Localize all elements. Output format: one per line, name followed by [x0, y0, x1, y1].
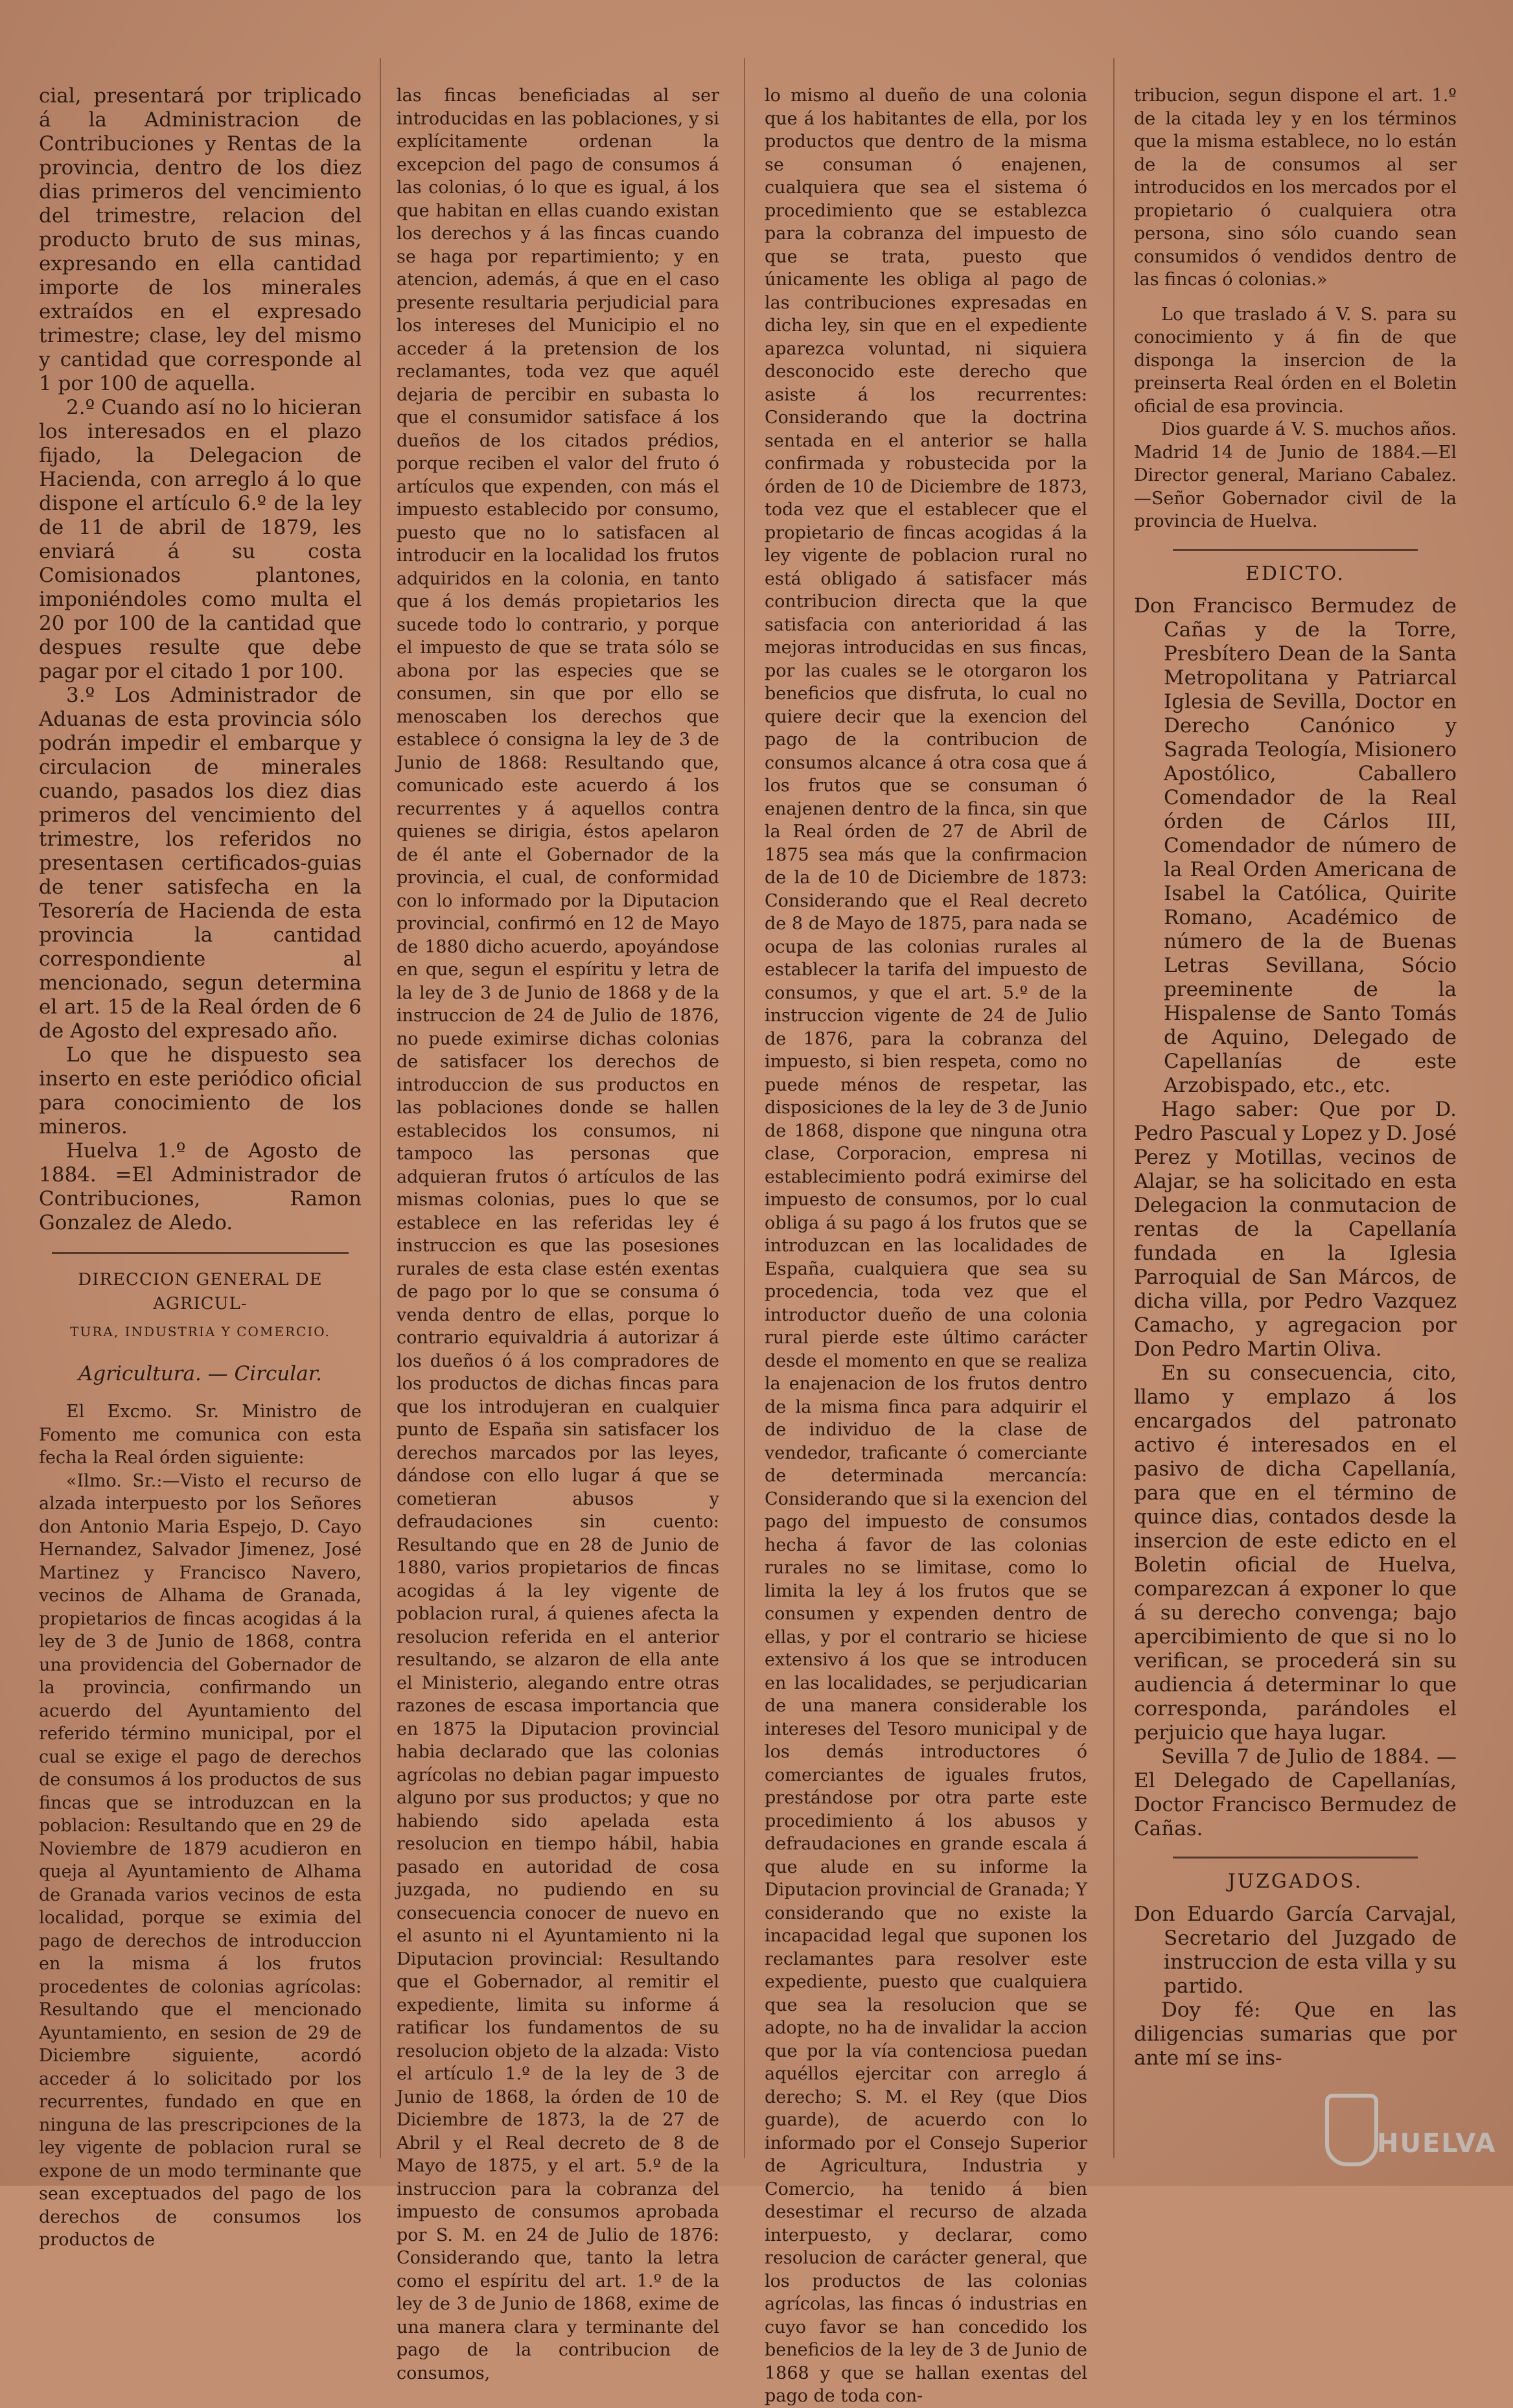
signature: Dios guarde á V. S. muchos años. Madrid 14 de Junio de 1884.—El Director general, Mariano Cabalez.—Señor Gobernador civil de la provincia de Huelva. — [1134, 419, 1457, 531]
section-title: Agricultura. — Circular. — [78, 1362, 322, 1385]
paragraph: 2.º Cuando así no lo hicieran los interesados en el plazo fijado, la Delegacion de Hacienda, con arreglo á lo que dispone el artículo 6.º de la ley de 11 de abril de 1879, les enviará á su costa Comisionados plantones, imponiéndoles como multa el 20 por 100 de la cantidad que despues resulte que debe pagar por el citado 1 por 100. — [39, 396, 362, 683]
paragraph: Doy fé: Que en las diligencias sumarias que por ante mí se ins- — [1134, 1998, 1457, 2070]
paragraph: Hago saber: Que por D. Pedro Pascual y Lopez y D. José Perez y Motillas, vecinos de Alajar, se ha solicitado en esta Delegacion la conmutacion de rentas de la Capellanía fundada en la Iglesia Parroquial de San Márcos, de dicha villa, por Pedro Vazquez Camacho, y agregacion por Don Pedro Martin Oliva. — [1134, 1098, 1457, 1361]
paragraph: cial, presentará por triplicado á la Administracion de Contribuciones y Rentas de la provincia, dentro de los diez dias primeros del vencimiento del trimestre, relacion del producto bruto de sus minas, expresando en ella cantidad importe de los minerales extraídos en el expresado trimestre; clase, ley del mismo y cantidad que corresponde al 1 por 100 de aquella. — [39, 84, 362, 395]
edicto-title: EDICTO. — [1245, 562, 1346, 585]
paragraph: tribucion, segun dispone el art. 1.º de la citada ley y en los términos que la misma establece, no lo están de la de consumos al ser introducidos en los mercados por el propietario ó cualquiera otra persona, sino sólo cuando sean consumidos ó vendidos dentro de las fincas ó colonias.» — [1134, 86, 1457, 290]
column-divider — [1113, 58, 1115, 2158]
section-heading: DIRECCION GENERAL DE AGRICUL- — [78, 1270, 323, 1314]
column-divider — [380, 58, 381, 2158]
juzgados-title: JUZGADOS. — [1227, 1870, 1363, 1893]
section-divider — [52, 1252, 349, 1254]
paragraph: El Excmo. Sr. Ministro de Fomento me comunica con esta fecha la Real órden siguiente: — [39, 1402, 362, 1468]
section-divider — [1173, 549, 1418, 551]
juzgados-intro: Don Eduardo García Carvajal, Secretario del Juzgado de instruccion de esta villa y su partido. — [1134, 1902, 1457, 1998]
paragraph: 3.º Los Administrador de Aduanas de esta provincia sólo podrán impedir el embarque y circulacion de minerales cuando, pasados los diez dias primeros del vencimiento del trimestre, los referidos no presentasen certificados-guias de tener satisfecha en la Tesorería de Hacienda de esta provincia la cantidad correspondiente al mencionado, segun determina el art. 15 de la Real órden de 6 de Agosto del expresado año. — [39, 684, 362, 1043]
section-subheading: TURA, INDUSTRIA Y COMERCIO. — [70, 1324, 330, 1339]
paragraph: Lo que traslado á V. S. para su conocimiento y á fin de que disponga la insercion de la preinserta Real órden en el Boletin oficial de esa provincia. — [1134, 304, 1457, 417]
column-2 — [397, 84, 719, 2383]
column-divider — [744, 58, 745, 2158]
signature: Sevilla 7 de Julio de 1884. —El Delegado de Capellanías, Doctor Francisco Bermudez de Cañas. — [1134, 1745, 1457, 1840]
paragraph: lo mismo al dueño de una colonia que á los habitantes de ella, por los productos que dentro de la misma se consuman ó enajenen, cualquiera que sea el sistema ó procedimiento que se establezca para la cobranza del impuesto de que se trata, puesto que únicamente les obliga al pago de las contribuciones expresadas en dicha ley, sin que en el expediente aparezca voluntad, ni siquiera desconocido este derecho que asiste á los recurrentes: Considerando que la doctrina sentada en el anterior se halla confirmada y robustecida por la órden de 10 de Diciembre de 1873, toda vez que el establecer que el propietario de fincas acogidas á la ley vigente de poblacion rural no está obligado á satisfacer más contribucion directa que la que satisfacia con anterioridad á las mejoras introducidas en sus fincas, por las cuales se le otorgaron los beneficios que disfruta, lo cual no quiere decir que la exencion del pago de la contribucion de consumos alcance á otra cosa que á los frutos que se consuman ó enajenen dentro de la finca, sin que la Real órden de 27 de Abril de 1875 sea más que la confirmacion de la de 10 de Diciembre de 1873: Considerando que el Real decreto de 8 de Mayo de 1875, para nada se ocupa de las colonias rurales al establecer la tarifa del impuesto de consumos, y que el art. 5.º de la instruccion vigente de 24 de Julio de 1876, para la cobranza del impuesto, si bien respeta, como no puede ménos de respetar, las disposiciones de la ley de 3 de Junio de 1868, dispone que ninguna otra clase, Corporacion, empresa ni establecimiento podrá eximirse del impuesto de consumos, por lo cual obliga á su pago á los frutos que se introduzcan en las localidades de España, cualquiera que sea su procedencia, toda vez que el introductor dueño de una colonia rural pierde este último carácter desde el momento en que se realiza la enajenacion de los frutos dentro de la misma finca para adquirir el de individuo de la clase de vendedor, traficante ó comerciante de determinada mercancía: Considerando que si la exencion del pago del impuesto de consumos hecha á favor de las colonias rurales no se limitase, como lo limita la ley á los frutos que se consumen y expenden dentro de ellas, y por el contrario se hiciese extensivo á los que se introducen en las localidades, se perjudicarian de una manera considerable los intereses del Tesoro municipal y de los demás introductores ó comerciantes de iguales frutos, prestándose por otra parte este procedimiento á los abusos y defraudaciones en grande escala á que alude en su informe la Diputacion provincial de Granada; Y considerando que no existe la incapacidad legal que suponen los reclamantes para resolver este expediente, puesto que cualquiera que sea la resolucion que se adopte, no ha de invalidar la accion que por la vía contenciosa puedan aquéllos ejercitar con arreglo á derecho; S. M. el Rey (que Dios guarde), de acuerdo con lo informado por el Consejo Superior de Agricultura, Industria y Comercio, ha tenido á bien desestimar el recurso de alzada interpuesto, y declarar, como resolucion de carácter general, que los productos de las colonias agrícolas, las fincas ó industrias en cuyo favor se han concedido los beneficios de la ley de 3 de Junio de 1868 y que se hallan exentas del pago de toda con- — [765, 86, 1087, 2406]
column-1 — [39, 84, 362, 2250]
section-divider — [1173, 1857, 1418, 1858]
stamp-icon — [1325, 2094, 1378, 2166]
paragraph: las fincas beneficiadas al ser introducidas en las poblaciones, y si explícitamente ordenan la excepcion del pago de consumos á las colonias, ó lo que es igual, á los que habitan en ellas cuando existan los derechos y á las fincas cuando se haga por repartimiento; y en atencion, además, á que en el caso presente resultaria perjudicial para los intereses del Municipio el no acceder á la pretension de los reclamantes, toda vez que aquél dejaria de percibir en subasta lo que el consumidor satisface á los dueños de los citados prédios, porque reciben el valor del fruto ó artículos que expenden, con más el impuesto establecido por consumo, puesto que no lo satisfacen al introducir en la localidad los frutos adquiridos en la colonia, en tanto que á los demás propietarios les sucede todo lo contrario, y porque el impuesto de que se trata sólo se abona por las especies que se consumen, sin que por ello se menoscaben los derechos que establece ó consigna la ley de 3 de Junio de 1868: Resultando que, comunicado este acuerdo á los recurrentes y á aquellos contra quienes se dirigia, éstos apelaron de él ante el Gobernador de la provincia, el cual, de conformidad con lo informado por la Diputacion provincial, confirmó en 12 de Mayo de 1880 dicho acuerdo, apoyándose en que, segun el espíritu y letra de la ley de 3 de Junio de 1868 y de la instruccion de 24 de Julio de 1876, no puede eximirse dichas colonias de satisfacer los derechos de introduccion de sus productos en las poblaciones donde se hallen establecidos los consumos, ni tampoco las personas que adquieran frutos ó artículos de las mismas colonias, pues lo que se establece en las referidas ley é instruccion es que las posesiones rurales de esta clase estén exentas de pago por lo que se consuma ó venda dentro de ellas, porque lo contrario equivaldria á autorizar á los dueños ó á los compradores de los productos de dichas fincas para que los introdujeran en cualquier punto de España sin satisfacer los derechos marcados por las leyes, dándose con ello lugar á que se cometieran abusos y defraudaciones sin cuento: Resultando que en 28 de Junio de 1880, varios propietarios de fincas acogidas á la ley vigente de poblacion rural, á quienes afecta la resolucion referida en el anterior resultando, se alzaron de ella ante el Ministerio, alegando entre otras razones de escasa importancia que en 1875 la Diputacion provincial habia declarado que las colonias agrícolas no debian pagar impuesto alguno por sus productos; y que no habiendo sido apelada esta resolucion en tiempo hábil, habia pasado en autoridad de cosa juzgada, no pudiendo en su consecuencia conocer de nuevo en el asunto ni el Ayuntamiento ni la Diputacion provincial: Resultando que el Gobernador, al remitir el expediente, limita su informe á ratificar los fundamentos de su resolucion objeto de la alzada: Visto el artículo 1.º de la ley de 3 de Junio de 1868, la órden de 10 de Diciembre de 1873, la de 27 de Abril y el Real decreto de 8 de Mayo de 1875, y el art. 5.º de la instruccion para la cobranza del impuesto de consumos aprobada por S. M. en 24 de Julio de 1876: Considerando que, tanto la letra como el espíritu del art. 1.º de la ley de 3 de Junio de 1868, exime de una manera clara y terminante del pago de la contribucion de consumos, — [397, 86, 719, 2383]
paragraph: Lo que he dispuesto sea inserto en este periódico oficial para conocimiento de los mineros. — [39, 1043, 362, 1139]
stamp-text: HUELVA — [1377, 2129, 1497, 2159]
column-3 — [765, 84, 1087, 2406]
column-4 — [1134, 84, 1457, 2164]
paragraph: «Ilmo. Sr.:—Visto el recurso de alzada interpuesto por los Señores don Antonio Maria Espejo, D. Cayo Hernandez, Salvador Jimenez, José Martinez y Francisco Navero, vecinos de Alhama de Granada, propietarios de fincas acogidas á la ley de 3 de Junio de 1868, contra una providencia del Gobernador de la provincia, confirmando un acuerdo del Ayuntamiento del referido término municipal, por el cual se exige el pago de derechos de consumos á los productos de sus fincas que se introduzcan en la poblacion: Resultando que en 29 de Noviembre de 1879 acudieron en queja al Ayuntamiento de Alhama de Granada varios vecinos de esta localidad, porque se eximia del pago de derechos de introduccion en la misma á los frutos procedentes de colonias agrícolas: Resultando que el mencionado Ayuntamiento, en sesion de 29 de Diciembre siguiente, acordó acceder á lo solicitado por los recurrentes, fundado en que en ninguna de las prescripciones de la ley vigente de poblacion rural se expone de un modo terminante que sean exceptuados del pago de los derechos de consumos los productos de — [39, 1470, 362, 2250]
signature: Huelva 1.º de Agosto de 1884. =El Administrador de Contribuciones, Ramon Gonzalez de Aledo. — [39, 1139, 362, 1234]
paragraph: En su consecuencia, cito, llamo y emplazo á los encargados del patronato activo é interesados en el pasivo de dicha Capellanía, para que en el término de quince dias, contados desde la insercion de este edicto en el Boletin oficial de Huelva, comparezcan á exponer lo que á su derecho convenga; bajo apercibimiento de que si no lo verifican, se procederá sin su audiencia á determinar lo que corresponda, parándoles el perjuicio que haya lugar. — [1134, 1361, 1457, 1744]
edicto-intro: Don Francisco Bermudez de Cañas y de la Torre, Presbítero Dean de la Santa Metropolitana y Patriarcal Iglesia de Sevilla, Doctor en Derecho Canónico y Sagrada Teología, Misionero Apostólico, Caballero Comendador de la Real órden de Cárlos III, Comendador de número de la Real Orden Americana de Isabel la Católica, Quirite Romano, Académico de número de la de Buenas Letras Sevillana, Sócio preeminente de la Hispalense de Santo Tomás de Aquino, Delegado de Capellanías de este Arzobispado, etc., etc. — [1134, 594, 1457, 1097]
library-stamp-icon — [1325, 2082, 1497, 2173]
